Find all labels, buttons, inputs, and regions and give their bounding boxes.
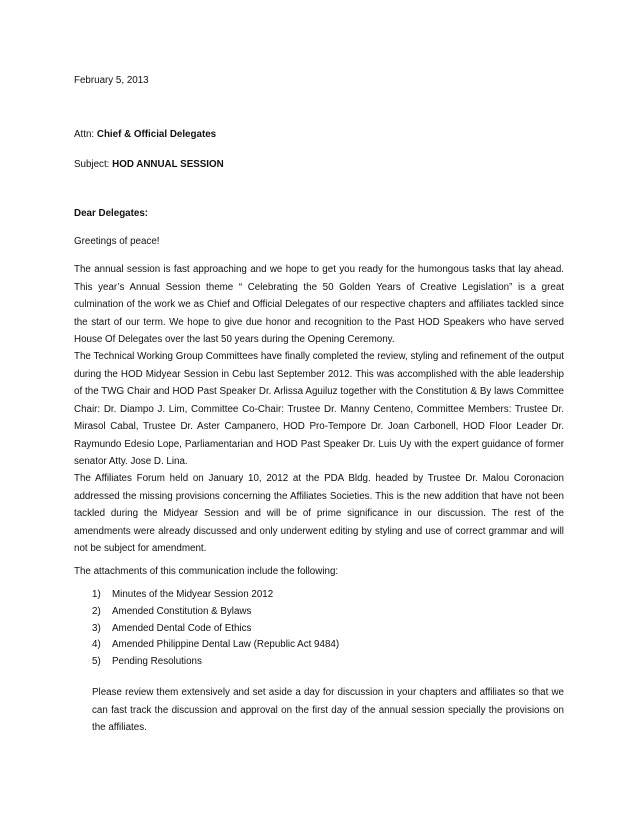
closing-paragraph: Please review them extensively and set aside a day for discussion in your chapters and affiliates so that we can fast track the discussion and approval on the first day of the annual session specially the provisions on the affiliates. [92,687,564,733]
paragraph-annual-session: The annual session is fast approaching and we hope to get you ready for the humongous tasks that lay ahead. This year’s Annual Session theme “ Celebrating the 50 Golden Years of Creative Legislation” is a great culmination of the work we as Chief and Official Delegates of our respective chapters and affiliates tackled since the start of our term. We hope to give due honor and recognition to the Past HOD Speakers who have served House Of Delegates over the last 50 years during the Opening Ceremony. [74,264,564,345]
list-item: 2) Amended Constitution & Bylaws [92,605,252,617]
attention-value: Chief & Official Delegates [96,129,217,140]
attachments-intro: The attachments of this communication include the following: [74,566,339,577]
list-item: 1) Minutes of the Midyear Session 2012 [92,589,274,600]
attention-label: Attn: [74,129,97,140]
subject-label: Subject: [74,159,113,170]
list-item: 4) Amended Philippine Dental Law (Republic Act 9484) [92,639,340,651]
greeting: Greetings of peace! [74,236,160,247]
paragraph-technical-working-group: The Technical Working Group Committees have finally completed the review, styling and refinement of the output during the HOD Midyear Session in Cebu last September 2012. This was accomplished with the able leadership of the TWG Chair and HOD Past Speaker Dr. Arlissa Aguiluz together with the Constitution & By laws Committee Chair: Dr. Diampo J. Lim, Committee Co-Chair: Trustee Dr. Manny Centeno, Committee Members: Trustee Dr. Mirasol Cabal, Trustee Dr. Aster Campanero, HOD Pro-Tempore Dr. Joan Carbonell, HOD Floor Leader Dr. Raymundo Edesio Lope, Parliamentarian and HOD Past Speaker Dr. Luis Uy with the expert guidance of former senator Atty. Jose D. Lina. [74,351,564,467]
attention-line [74,128,564,142]
attachments-list [78,587,339,671]
subject-line [74,158,564,172]
list-item: 3) Amended Dental Code of Ethics [92,622,252,634]
salutation: Dear Delegates: [74,208,149,219]
letter-date: February 5, 2013 [74,75,149,86]
list-item: 5) Pending Resolutions [92,656,202,668]
subject-value: HOD ANNUAL SESSION [112,159,224,170]
paragraph-affiliates-forum: The Affiliates Forum held on January 10, 2012 at the PDA Bldg. headed by Trustee Dr. Malou Coronacion addressed the missing provisions concerning the Affiliates Societies. This is the new addition that have not been tackled during the Midyear Session and will be of prime significance in our discussion. The rest of the amendments were already discussed and only underwent editing by styling and use of correct grammar and will not be subject for amendment. [74,473,564,554]
